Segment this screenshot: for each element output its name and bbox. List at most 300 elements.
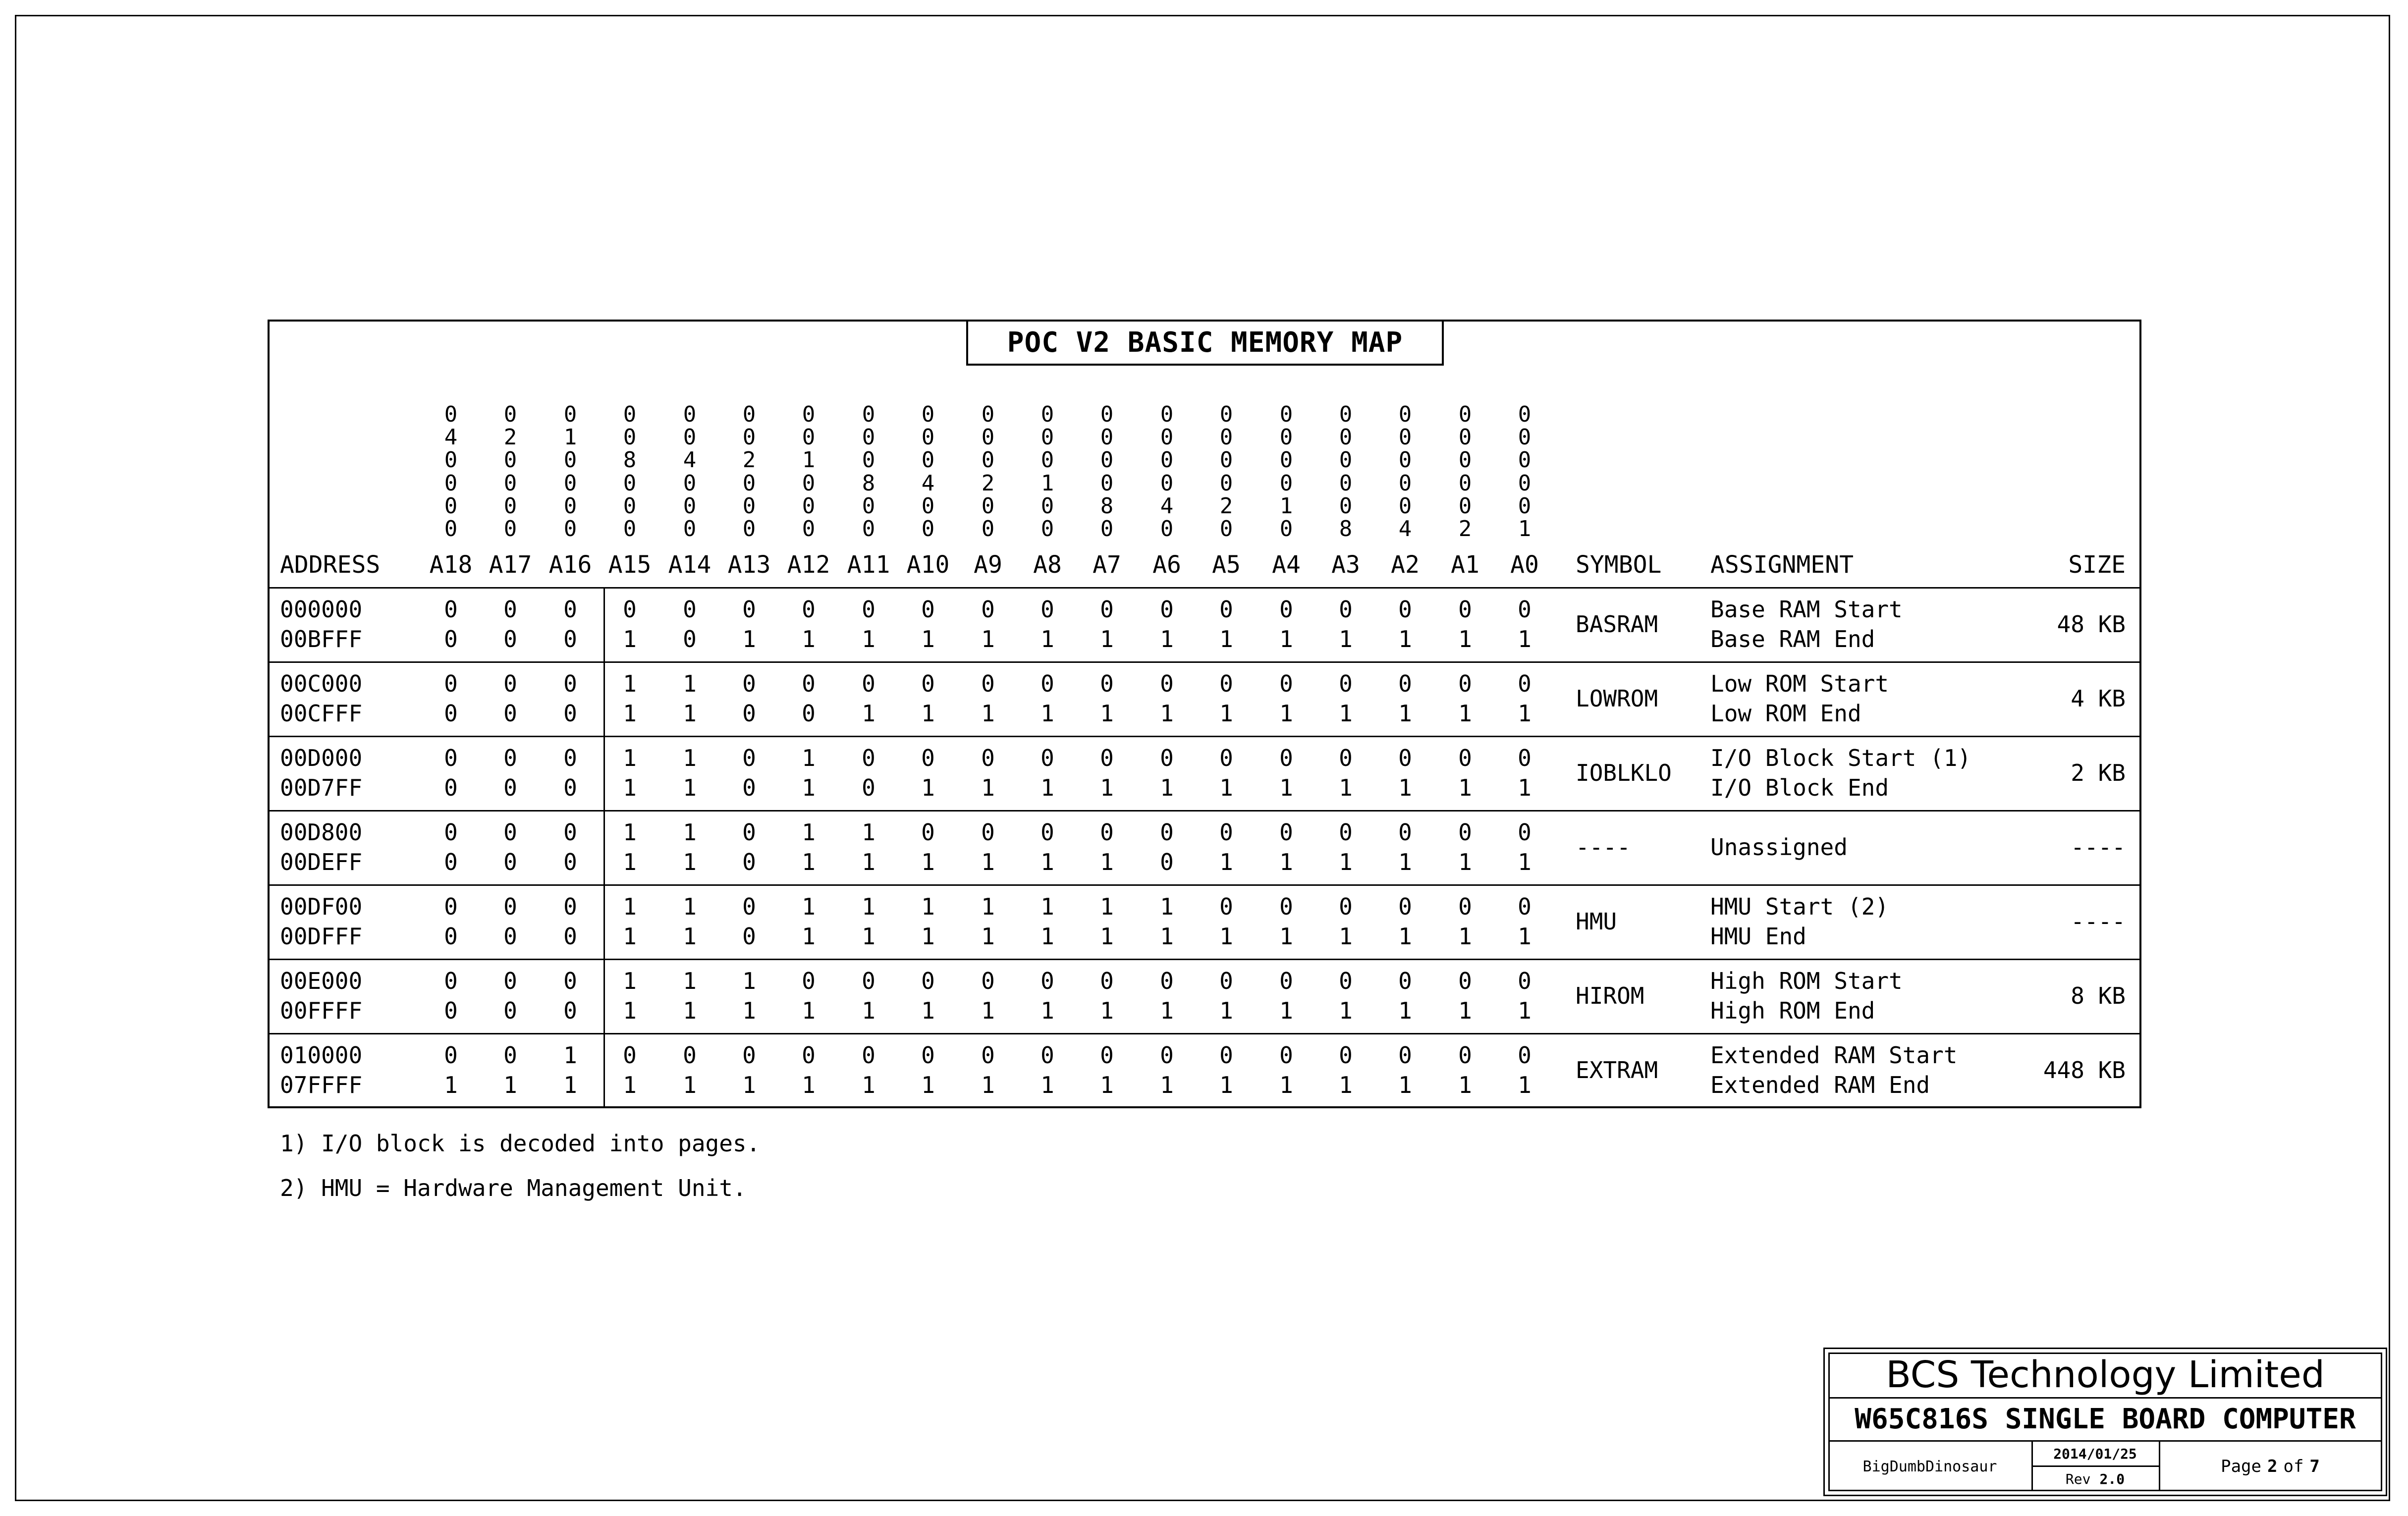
bit-cell: 0 (742, 774, 756, 801)
bit-cell: 1 (623, 774, 637, 801)
page-total: 7 (2309, 1457, 2320, 1476)
address-end: 00DFFF (280, 923, 363, 950)
bit-cell: 1 (1339, 626, 1353, 652)
bit-cell: 1 (802, 745, 816, 771)
assignment: Unassigned (1710, 834, 1848, 861)
bit-cell: 1 (1339, 849, 1353, 875)
bit-cell: 1 (802, 1072, 816, 1098)
bit-cell: 1 (981, 923, 995, 950)
bit-cell: 0 (802, 596, 816, 623)
bit-cell: 1 (1398, 1072, 1412, 1098)
bit-cell: 0 (1040, 1042, 1054, 1069)
header-bit: A4 (1272, 551, 1301, 579)
bit-cell: 0 (1219, 670, 1233, 697)
bit-cell: 1 (1518, 997, 1532, 1024)
bit-cell: 0 (1458, 893, 1472, 920)
memory-map-title: POC V2 BASIC MEMORY MAP (966, 321, 1444, 366)
bit-cell: 0 (1398, 670, 1412, 697)
bit-cell: 0 (1458, 1042, 1472, 1069)
page-current: 2 (2267, 1457, 2278, 1476)
bit-cell: 1 (1458, 774, 1472, 801)
bit-value-column: 0 0 0 8 0 0 (862, 402, 876, 541)
bit-cell: 1 (1040, 893, 1054, 920)
bit-cell: 0 (1279, 968, 1293, 994)
bit-cell: 0 (802, 670, 816, 697)
bit-cell: 0 (1458, 968, 1472, 994)
bit-cell: 1 (1040, 700, 1054, 727)
bit-cell: 0 (1160, 596, 1174, 623)
bit-cell: 0 (1040, 596, 1054, 623)
page-of-label: of (2283, 1457, 2304, 1476)
bit-cell: 0 (1398, 819, 1412, 846)
bit-cell: 0 (563, 774, 577, 801)
size: ---- (2071, 908, 2126, 935)
bit-cell: 0 (563, 923, 577, 950)
bit-cell: 0 (503, 1042, 517, 1069)
bit-cell: 1 (981, 997, 995, 1024)
bit-cell: 1 (1339, 774, 1353, 801)
bit-cell: 0 (1100, 968, 1114, 994)
bit-cell: 0 (1458, 745, 1472, 771)
bit-cell: 1 (1279, 997, 1293, 1024)
bit-cell: 0 (563, 596, 577, 623)
bit-cell: 0 (981, 596, 995, 623)
bit-cell: 1 (1279, 849, 1293, 875)
bit-cell: 1 (1458, 849, 1472, 875)
bit-cell: 1 (862, 626, 876, 652)
bit-cell: 1 (623, 745, 637, 771)
bit-cell: 0 (742, 745, 756, 771)
header-bit: A1 (1451, 551, 1479, 579)
header-bit: A15 (608, 551, 652, 579)
bit-cell: 1 (1518, 1072, 1532, 1098)
header-bit: A17 (489, 551, 532, 579)
bit-cell: 0 (1219, 819, 1233, 846)
bit-cell: 1 (921, 893, 935, 920)
bit-value-column: 0 0 0 0 8 0 (1100, 402, 1114, 541)
bit-cell: 1 (1339, 700, 1353, 727)
row-divider (268, 1033, 2141, 1034)
bit-cell: 0 (1219, 596, 1233, 623)
bit-cell: 0 (1100, 745, 1114, 771)
bit-cell: 1 (981, 849, 995, 875)
bit-cell: 1 (444, 1072, 458, 1098)
bit-cell: 0 (1339, 819, 1353, 846)
row-divider (268, 661, 2141, 663)
bit-cell: 1 (503, 1072, 517, 1098)
bit-cell: 1 (1398, 923, 1412, 950)
bit-cell: 1 (921, 626, 935, 652)
address-start: 00E000 (280, 968, 363, 994)
header-bit: A2 (1391, 551, 1420, 579)
bit-cell: 0 (862, 774, 876, 801)
bit-cell: 0 (862, 745, 876, 771)
bit-cell: 1 (981, 700, 995, 727)
bit-cell: 1 (1458, 923, 1472, 950)
address-start: 00C000 (280, 670, 363, 697)
bit-cell: 0 (623, 1042, 637, 1069)
bit-cell: 0 (1160, 745, 1174, 771)
bit-cell: 0 (1219, 968, 1233, 994)
assignment-end: I/O Block End (1710, 774, 1889, 801)
symbol: EXTRAM (1576, 1057, 1658, 1083)
bit-cell: 0 (1339, 968, 1353, 994)
bit-cell: 0 (1100, 596, 1114, 623)
header-divider (268, 587, 2141, 589)
row-divider (268, 736, 2141, 737)
bit-cell: 1 (1040, 997, 1054, 1024)
bit-cell: 1 (742, 968, 756, 994)
bit-cell: 0 (1279, 745, 1293, 771)
bit-cell: 0 (1160, 670, 1174, 697)
bit-cell: 0 (1219, 1042, 1233, 1069)
bit-value-column: 0 1 0 0 0 0 (563, 402, 577, 541)
bit-cell: 1 (1279, 923, 1293, 950)
header-bit: A8 (1033, 551, 1062, 579)
bit-cell: 0 (802, 700, 816, 727)
bit-cell: 1 (981, 774, 995, 801)
bit-value-column: 0 0 0 1 0 0 (1040, 402, 1054, 541)
bit-cell: 0 (1160, 1042, 1174, 1069)
bit-cell: 1 (1100, 997, 1114, 1024)
author: BigDumbDinosaur (1862, 1458, 1997, 1475)
bit-cell: 1 (802, 849, 816, 875)
bit-cell: 0 (444, 819, 458, 846)
bank-boundary-line (603, 587, 605, 1108)
bit-cell: 0 (563, 849, 577, 875)
bit-cell: 0 (444, 968, 458, 994)
bit-cell: 1 (683, 923, 697, 950)
bit-cell: 1 (1279, 1072, 1293, 1098)
header-bit: A13 (727, 551, 771, 579)
bit-cell: 0 (742, 596, 756, 623)
bit-cell: 0 (1518, 819, 1532, 846)
bit-value-column: 0 0 0 2 0 0 (981, 402, 995, 541)
size: 4 KB (2071, 685, 2126, 712)
bit-cell: 1 (1040, 774, 1054, 801)
bit-cell: 1 (802, 626, 816, 652)
revision-number: 2.0 (2099, 1470, 2125, 1487)
revision (2031, 1467, 2159, 1491)
bit-cell: 0 (1339, 596, 1353, 623)
bit-cell: 0 (981, 968, 995, 994)
bit-cell: 1 (1100, 849, 1114, 875)
bit-cell: 0 (1339, 670, 1353, 697)
bit-cell: 1 (921, 774, 935, 801)
assignment-start: Extended RAM Start (1710, 1042, 1958, 1069)
bit-cell: 0 (1279, 670, 1293, 697)
bit-cell: 0 (742, 700, 756, 727)
bit-cell: 1 (683, 893, 697, 920)
bit-cell: 0 (1518, 1042, 1532, 1069)
bit-cell: 1 (1100, 893, 1114, 920)
bit-cell: 0 (444, 849, 458, 875)
bit-cell: 0 (503, 626, 517, 652)
bit-cell: 1 (1279, 626, 1293, 652)
bit-value-column: 0 0 0 0 0 8 (1339, 402, 1353, 541)
bit-cell: 1 (862, 700, 876, 727)
bit-cell: 1 (683, 774, 697, 801)
bit-cell: 1 (862, 923, 876, 950)
bit-cell: 0 (1100, 819, 1114, 846)
bit-cell: 0 (683, 1042, 697, 1069)
bit-cell: 0 (742, 849, 756, 875)
bit-cell: 0 (683, 626, 697, 652)
bit-cell: 0 (1398, 596, 1412, 623)
bit-cell: 0 (563, 819, 577, 846)
bit-cell: 0 (444, 923, 458, 950)
bit-cell: 1 (742, 1072, 756, 1098)
bit-cell: 1 (1040, 626, 1054, 652)
bit-cell: 1 (1518, 774, 1532, 801)
header-bit: A11 (847, 551, 890, 579)
company-name: BCS Technology Limited (1886, 1354, 2325, 1396)
revision-label: Rev (2065, 1470, 2091, 1487)
bit-cell: 0 (1518, 968, 1532, 994)
address-start: 010000 (280, 1042, 363, 1069)
bit-cell: 0 (503, 849, 517, 875)
bit-cell: 1 (742, 626, 756, 652)
bit-cell: 1 (1100, 1072, 1114, 1098)
bit-cell: 1 (1040, 923, 1054, 950)
bit-cell: 1 (1160, 893, 1174, 920)
bit-cell: 0 (742, 1042, 756, 1069)
footnote-2: 2) HMU = Hardware Management Unit. (280, 1175, 747, 1201)
bit-value-column: 0 0 0 0 0 2 (1458, 402, 1472, 541)
bit-cell: 1 (802, 923, 816, 950)
bit-value-column: 0 2 0 0 0 0 (503, 402, 517, 541)
bit-cell: 0 (1100, 670, 1114, 697)
bit-cell: 0 (1518, 596, 1532, 623)
bit-cell: 0 (503, 670, 517, 697)
bit-cell: 0 (742, 923, 756, 950)
bit-cell: 1 (862, 997, 876, 1024)
size: ---- (2071, 834, 2126, 861)
bit-cell: 1 (623, 626, 637, 652)
bit-cell: 1 (1398, 774, 1412, 801)
size: 48 KB (2057, 611, 2126, 638)
bit-cell: 0 (503, 596, 517, 623)
bit-cell: 0 (1219, 893, 1233, 920)
bit-cell: 1 (862, 1072, 876, 1098)
bit-cell: 1 (1219, 923, 1233, 950)
bit-cell: 1 (623, 1072, 637, 1098)
bit-cell: 0 (1160, 968, 1174, 994)
bit-cell: 1 (563, 1072, 577, 1098)
bit-cell: 0 (742, 893, 756, 920)
address-start: 00DF00 (280, 893, 363, 920)
bit-cell: 1 (623, 997, 637, 1024)
bit-cell: 1 (623, 849, 637, 875)
bit-cell: 1 (683, 819, 697, 846)
header-size: SIZE (2068, 551, 2126, 579)
bit-cell: 1 (1398, 626, 1412, 652)
bit-cell: 1 (1339, 1072, 1353, 1098)
symbol: IOBLKLO (1576, 759, 1672, 786)
footnote-1: 1) I/O block is decoded into pages. (280, 1130, 761, 1157)
bit-cell: 1 (1160, 923, 1174, 950)
bit-cell: 1 (1518, 923, 1532, 950)
bit-cell: 0 (503, 968, 517, 994)
assignment-end: Extended RAM End (1710, 1072, 1930, 1098)
bit-cell: 0 (444, 893, 458, 920)
size: 8 KB (2071, 982, 2126, 1009)
bit-cell: 0 (1398, 893, 1412, 920)
header-bit: A3 (1331, 551, 1360, 579)
address-start: 00D800 (280, 819, 363, 846)
bit-cell: 0 (1398, 968, 1412, 994)
bit-cell: 0 (563, 745, 577, 771)
symbol: HMU (1576, 908, 1617, 935)
bit-cell: 1 (1458, 997, 1472, 1024)
assignment-end: High ROM End (1710, 997, 1875, 1024)
bit-cell: 0 (921, 1042, 935, 1069)
bit-cell: 0 (503, 997, 517, 1024)
bit-cell: 1 (921, 1072, 935, 1098)
bit-cell: 1 (683, 700, 697, 727)
row-divider (268, 884, 2141, 886)
bit-cell: 1 (921, 923, 935, 950)
bit-cell: 0 (981, 819, 995, 846)
bit-cell: 0 (921, 745, 935, 771)
bit-cell: 1 (1398, 849, 1412, 875)
bit-cell: 1 (1040, 849, 1054, 875)
bit-cell: 1 (563, 1042, 577, 1069)
bit-cell: 1 (921, 700, 935, 727)
bit-cell: 1 (981, 893, 995, 920)
bit-cell: 1 (802, 893, 816, 920)
bit-cell: 0 (1040, 745, 1054, 771)
bit-cell: 1 (1518, 849, 1532, 875)
bit-cell: 0 (1339, 745, 1353, 771)
assignment-start: Low ROM Start (1710, 670, 1889, 697)
header-bit: A6 (1152, 551, 1181, 579)
header-bit: A18 (429, 551, 473, 579)
bit-cell: 1 (683, 1072, 697, 1098)
bit-cell: 1 (1279, 700, 1293, 727)
bit-cell: 1 (683, 670, 697, 697)
bit-cell: 1 (921, 849, 935, 875)
bit-cell: 0 (563, 700, 577, 727)
bit-value-column: 0 0 0 0 4 0 (1160, 402, 1174, 541)
bit-cell: 0 (444, 745, 458, 771)
bit-cell: 0 (503, 700, 517, 727)
bit-cell: 0 (1279, 893, 1293, 920)
address-start: 000000 (280, 596, 363, 623)
bit-cell: 0 (802, 1042, 816, 1069)
address-end: 00FFFF (280, 997, 363, 1024)
drawing-date: 2014/01/25 (2053, 1445, 2137, 1462)
bit-cell: 1 (683, 745, 697, 771)
bit-cell: 0 (444, 1042, 458, 1069)
bit-cell: 1 (683, 997, 697, 1024)
page-label: Page (2221, 1457, 2261, 1476)
assignment-start: Base RAM Start (1710, 596, 1903, 623)
bit-cell: 0 (563, 893, 577, 920)
assignment-end: Base RAM End (1710, 626, 1875, 652)
bit-cell: 1 (1100, 626, 1114, 652)
bit-cell: 1 (1398, 700, 1412, 727)
bit-cell: 1 (623, 670, 637, 697)
bit-cell: 1 (1100, 700, 1114, 727)
bit-cell: 1 (862, 849, 876, 875)
bit-cell: 0 (563, 670, 577, 697)
bit-value-column: 0 4 0 0 0 0 (444, 402, 458, 541)
bit-cell: 1 (1518, 700, 1532, 727)
size: 2 KB (2071, 759, 2126, 786)
bit-cell: 0 (623, 596, 637, 623)
bit-cell: 1 (1279, 774, 1293, 801)
header-bit: A14 (668, 551, 711, 579)
bit-cell: 0 (444, 626, 458, 652)
address-end: 00CFFF (280, 700, 363, 727)
bit-value-column: 0 0 0 4 0 0 (921, 402, 935, 541)
bit-cell: 1 (1160, 997, 1174, 1024)
bit-cell: 1 (862, 819, 876, 846)
bit-cell: 1 (1398, 997, 1412, 1024)
bit-cell: 0 (862, 670, 876, 697)
bit-cell: 0 (1160, 849, 1174, 875)
bit-cell: 0 (444, 997, 458, 1024)
bit-cell: 0 (862, 596, 876, 623)
bit-cell: 0 (742, 670, 756, 697)
bit-cell: 1 (1219, 700, 1233, 727)
bit-cell: 1 (683, 968, 697, 994)
bit-cell: 0 (1398, 1042, 1412, 1069)
bit-cell: 0 (862, 968, 876, 994)
bit-cell: 0 (1279, 596, 1293, 623)
address-end: 07FFFF (280, 1072, 363, 1098)
assignment-start: I/O Block Start (1) (1710, 745, 1971, 771)
bit-cell: 1 (1339, 923, 1353, 950)
bit-cell: 1 (921, 997, 935, 1024)
bit-cell: 0 (563, 997, 577, 1024)
bit-cell: 1 (1219, 1072, 1233, 1098)
address-start: 00D000 (280, 745, 363, 771)
page-number (2159, 1442, 2382, 1491)
project-name: W65C816S SINGLE BOARD COMPUTER (1855, 1403, 2356, 1435)
header-bit: A7 (1093, 551, 1121, 579)
bit-cell: 0 (1100, 1042, 1114, 1069)
bit-cell: 1 (623, 968, 637, 994)
bit-cell: 0 (503, 774, 517, 801)
bit-cell: 1 (802, 819, 816, 846)
header-bit: A9 (974, 551, 1002, 579)
bit-cell: 1 (981, 1072, 995, 1098)
bit-cell: 0 (1339, 1042, 1353, 1069)
bit-cell: 1 (1458, 1072, 1472, 1098)
bit-cell: 0 (444, 774, 458, 801)
bit-cell: 0 (981, 745, 995, 771)
bit-cell: 0 (1040, 968, 1054, 994)
bit-cell: 1 (862, 893, 876, 920)
bit-cell: 0 (1279, 1042, 1293, 1069)
header-bit: A16 (548, 551, 592, 579)
bit-cell: 0 (444, 700, 458, 727)
symbol: HIROM (1576, 982, 1644, 1009)
bit-value-column: 0 0 0 0 0 4 (1398, 402, 1412, 541)
bit-cell: 0 (1160, 819, 1174, 846)
header-bit: A0 (1510, 551, 1539, 579)
bit-cell: 0 (921, 596, 935, 623)
row-divider (268, 810, 2141, 812)
bit-cell: 0 (503, 819, 517, 846)
bit-cell: 1 (1219, 997, 1233, 1024)
bit-cell: 1 (1219, 774, 1233, 801)
bit-cell: 1 (1100, 923, 1114, 950)
header-address: ADDRESS (280, 551, 381, 579)
bit-cell: 1 (1458, 626, 1472, 652)
